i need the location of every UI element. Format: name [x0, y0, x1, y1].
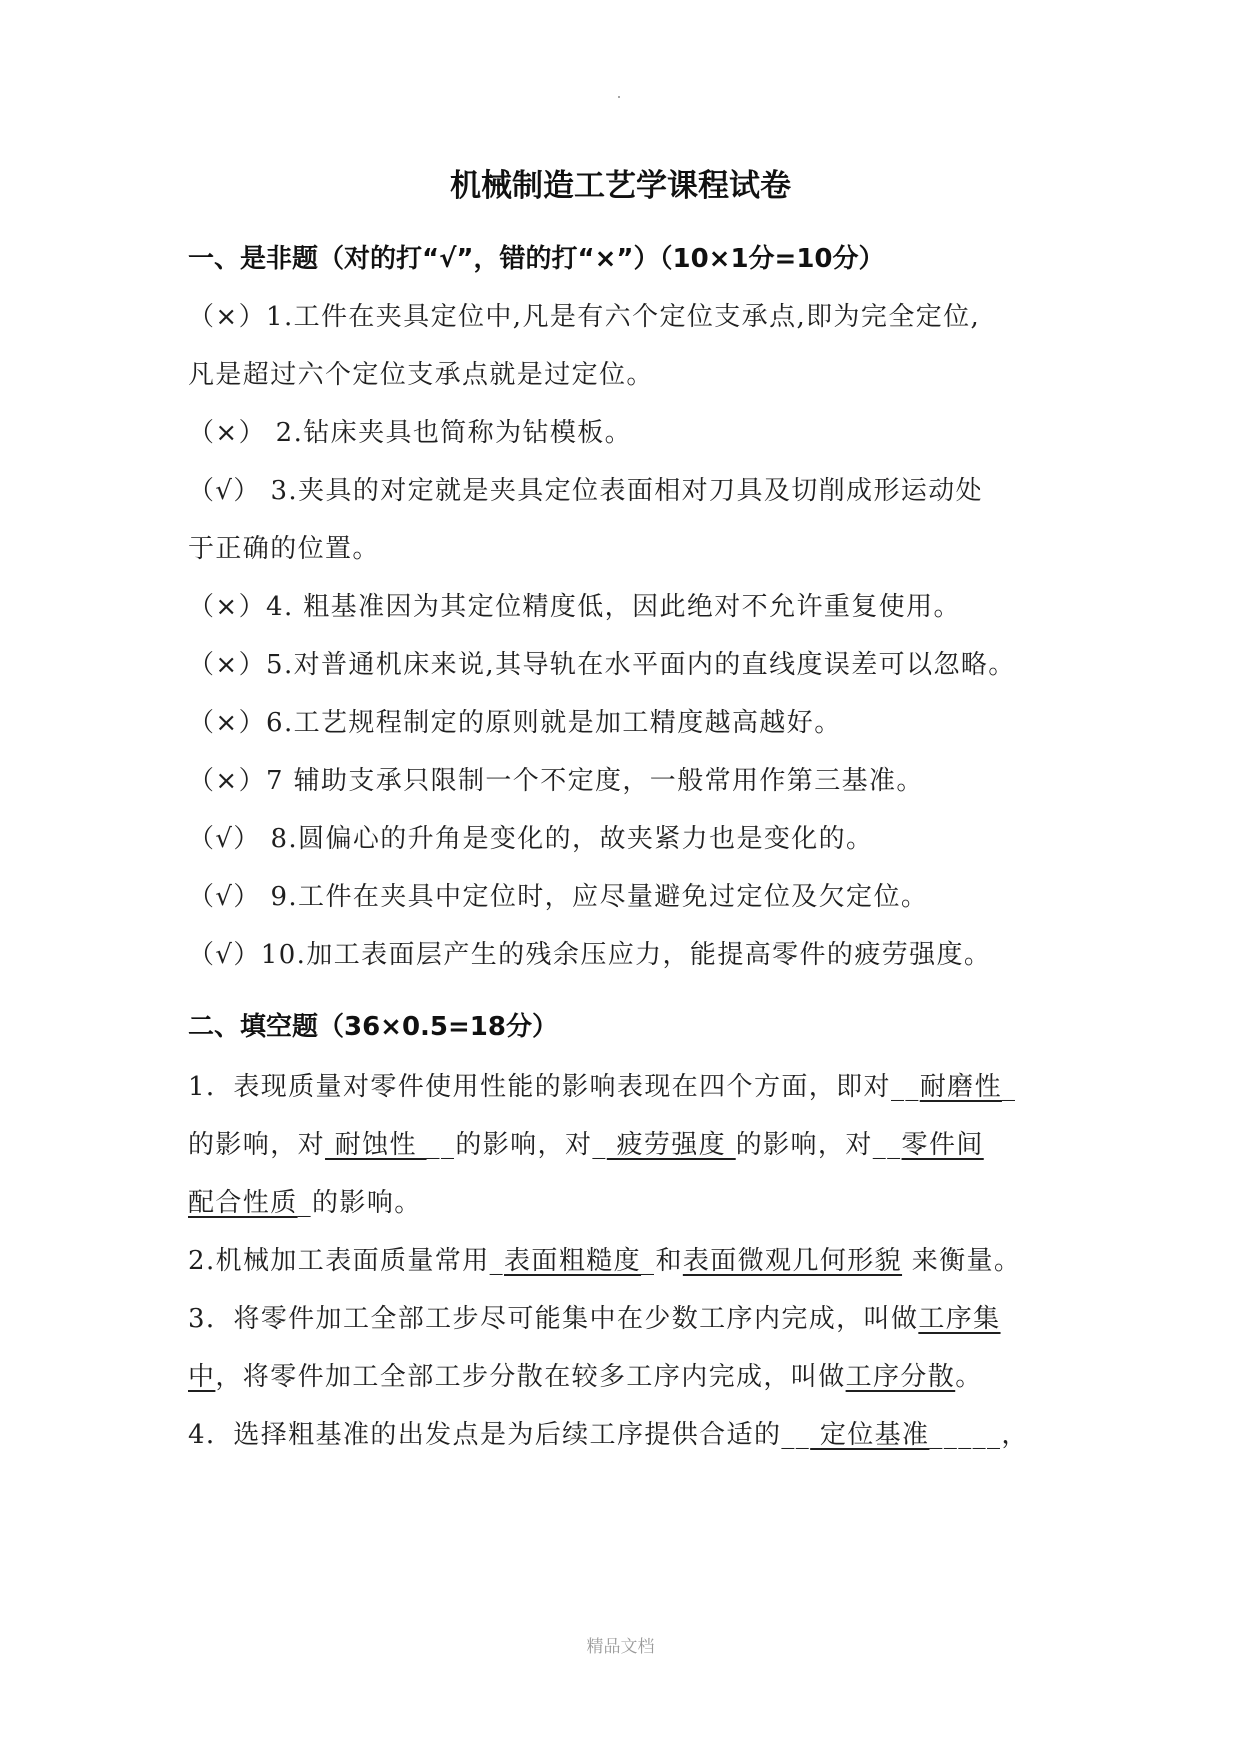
fill-q1-line-2: [188, 1124, 984, 1161]
question-text: 。: [955, 1362, 983, 1392]
answer-mark: （√）: [188, 940, 261, 970]
blank: _: [1001, 1072, 1017, 1102]
question-text: 4. 粗基准因为其定位精度低，因此绝对不允许重复使用。: [266, 592, 961, 622]
answer-blank: 配合性质: [188, 1188, 298, 1218]
question-text: 6.工艺规程制定的原则就是加工精度越高越好。: [266, 708, 842, 738]
question-text: 9.工件在夹具中定位时，应尽量避免过定位及欠定位。: [260, 882, 929, 912]
question-text: 2.钻床夹具也简称为钻模板。: [266, 418, 633, 448]
q1-line-2: 凡是超过六个定位支承点就是过定位。: [188, 360, 654, 390]
answer-mark: （√）: [188, 824, 261, 854]
blank: _: [489, 1246, 505, 1276]
blank: _: [641, 1246, 656, 1276]
question-text: 3.夹具的对定就是夹具定位表面相对刀具及切削成形运动处: [260, 476, 984, 506]
question-text: 2.机械加工表面质量常用: [188, 1246, 490, 1276]
question-text: 来衡量。: [902, 1246, 1022, 1276]
q4-line: [188, 586, 961, 623]
answer-mark: （√）: [188, 476, 261, 506]
answer-mark: （×）: [188, 418, 266, 448]
answer-mark: （×）: [188, 650, 266, 680]
q6-line: [188, 702, 842, 739]
fill-q3-line-2: [188, 1356, 983, 1393]
question-text: 7 辅助支承只限制一个不定度，一般常用作第三基准。: [266, 766, 924, 796]
blank: _: [592, 1130, 607, 1160]
q3-line-2: 于正确的位置。: [188, 534, 380, 564]
blank: _____: [929, 1420, 1002, 1450]
q8-line: [188, 818, 873, 855]
question-text: 1.工件在夹具定位中,凡是有六个定位支承点,即为完全定位,: [266, 302, 981, 332]
footer-watermark: 精品文档: [586, 1637, 655, 1657]
question-text: 1．表现质量对零件使用性能的影响表现在四个方面，即对: [188, 1072, 891, 1102]
answer-blank: 耐磨性: [919, 1072, 1002, 1102]
blank: __: [426, 1130, 456, 1160]
blank: __: [890, 1072, 920, 1102]
q3-line-1: [188, 470, 983, 507]
answer-blank: 零件间: [901, 1130, 984, 1160]
answer-blank: 表面粗糙度: [504, 1246, 642, 1276]
answer-mark: （×）: [188, 302, 266, 332]
question-text: 5.对普通机床来说,其导轨在水平面内的直线度误差可以忽略。: [266, 650, 1016, 680]
answer-blank: 中: [188, 1362, 216, 1392]
question-text: 3．将零件加工全部工步尽可能集中在少数工序内完成，叫做: [188, 1304, 919, 1334]
q5-line: [188, 644, 1016, 681]
blank: __: [872, 1130, 902, 1160]
answer-blank: 工序分散: [845, 1362, 956, 1392]
question-text: 的影响。: [312, 1188, 422, 1218]
answer-blank: 工序集: [918, 1304, 1001, 1334]
question-text: 8.圆偏心的升角是变化的，故夹紧力也是变化的。: [260, 824, 874, 854]
question-text: ，: [1001, 1420, 1029, 1450]
answer-blank: 耐蚀性: [325, 1130, 427, 1160]
question-text: 和: [655, 1246, 683, 1276]
answer-mark: （×）: [188, 766, 266, 796]
fill-q2-line: [188, 1240, 1021, 1277]
blank: __: [781, 1420, 811, 1450]
question-text: 10.加工表面层产生的残余压应力，能提高零件的疲劳强度。: [260, 940, 992, 970]
q9-line: [188, 876, 928, 913]
fill-q1-line-1: [188, 1066, 1016, 1103]
q2-line: [188, 412, 632, 449]
answer-mark: （×）: [188, 592, 266, 622]
question-text: 的影响，对: [455, 1130, 593, 1160]
fill-q1-line-3: [188, 1182, 422, 1219]
q7-line: [188, 760, 924, 797]
answer-blank: 定位基准: [810, 1420, 930, 1450]
fill-q3-line-1: [188, 1298, 1001, 1335]
answer-blank: 表面微观几何形貌: [682, 1246, 903, 1276]
question-text: ，将零件加工全部工步分散在较多工序内完成，叫做: [215, 1362, 846, 1392]
q1-line-1: [188, 296, 980, 333]
answer-mark: （√）: [188, 882, 261, 912]
question-text: 4．选择粗基准的出发点是为后续工序提供合适的: [188, 1420, 782, 1450]
section2-heading: 二、填空题（36×0.5=18分）: [188, 1012, 558, 1042]
header-dot: [618, 96, 620, 98]
fill-q4-line: [188, 1414, 1029, 1451]
q10-line: [188, 934, 991, 971]
answer-blank: 疲劳强度: [606, 1130, 736, 1160]
answer-mark: （×）: [188, 708, 266, 738]
section1-heading: 一、是非题（对的打“√”，错的打“×”）（10×1分=10分）: [188, 244, 885, 274]
question-text: 的影响，对: [188, 1130, 326, 1160]
blank: _: [297, 1188, 313, 1218]
page-title: 机械制造工艺学课程试卷: [450, 168, 791, 204]
question-text: 的影响，对: [735, 1130, 873, 1160]
